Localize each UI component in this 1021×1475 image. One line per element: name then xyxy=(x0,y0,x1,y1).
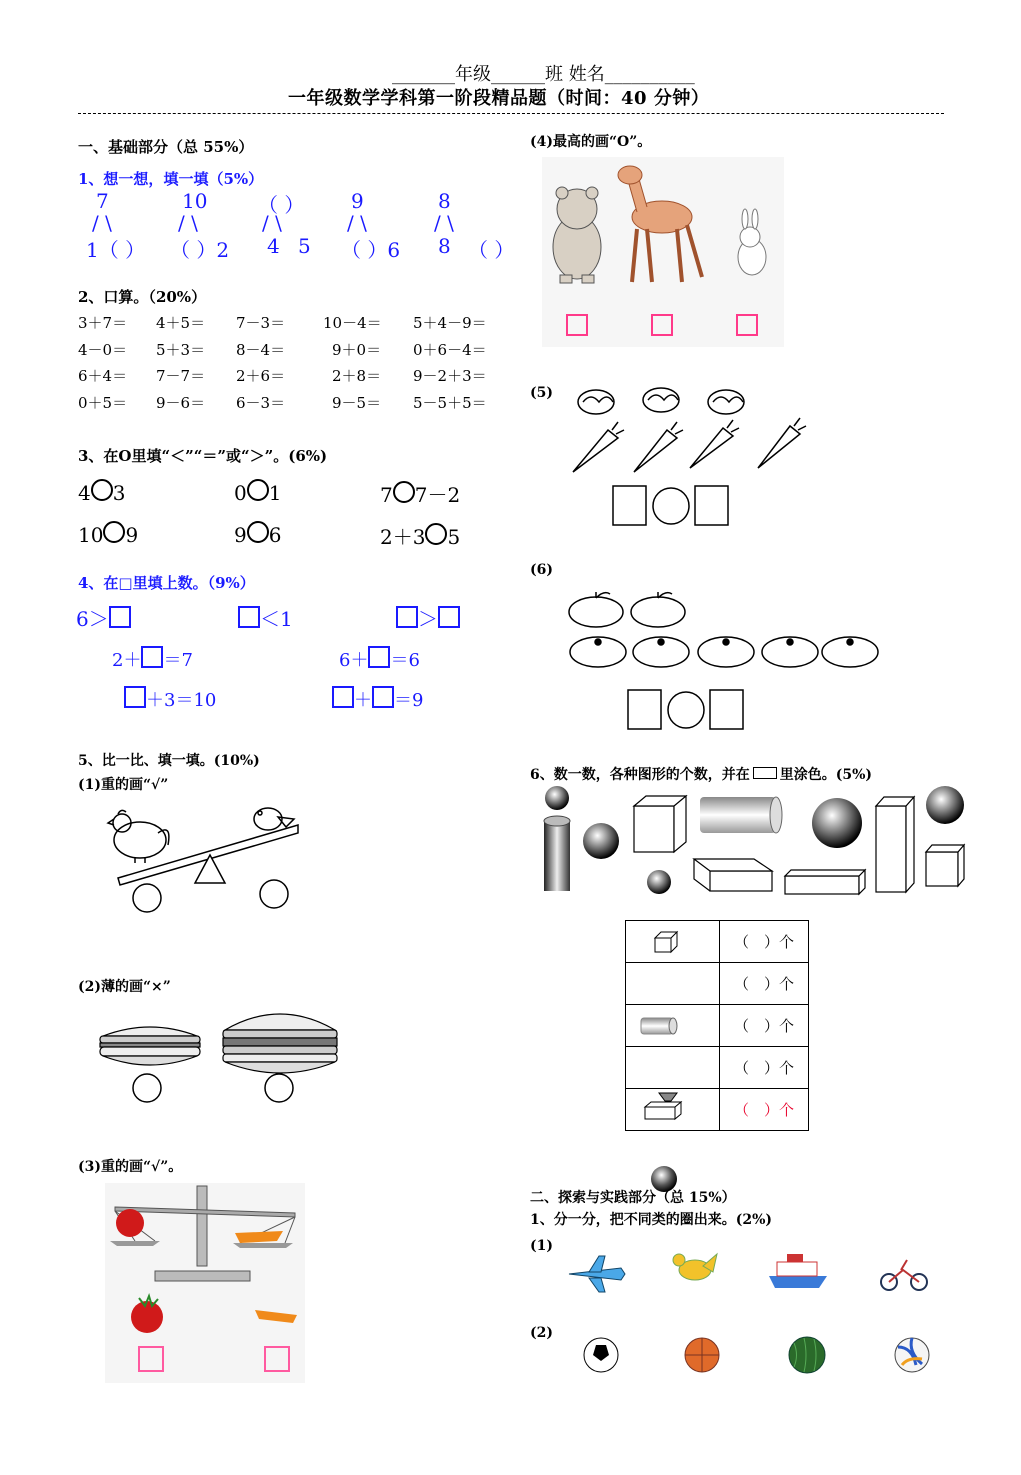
answer-box xyxy=(628,690,661,729)
part2-heading: 二、探索与实践部分（总 15%） xyxy=(530,1190,736,1206)
q5-sub2: (2)薄的画“×” xyxy=(78,979,171,995)
count-cell[interactable]: （ ）个 xyxy=(720,1047,809,1089)
thin-burger-icon xyxy=(100,1027,200,1065)
seesaw-illustration xyxy=(100,795,320,920)
fill-item[interactable]: 6＋ ＝6 xyxy=(339,646,420,672)
fill-item[interactable]: ＋ ＝9 xyxy=(332,686,423,712)
tree-right[interactable]: （ ） xyxy=(468,238,515,262)
basketball-icon xyxy=(685,1338,719,1372)
solids-illustration xyxy=(535,783,970,898)
motorcycle-icon xyxy=(881,1260,927,1290)
q2-title: 2、口算。（20%） xyxy=(78,288,207,306)
tree-branch: / \ xyxy=(178,211,198,235)
cube-icon xyxy=(926,845,964,886)
orange-icon xyxy=(633,637,689,667)
balls-row xyxy=(582,1335,932,1375)
answer-circle xyxy=(425,523,447,545)
calc-item[interactable]: 5＋4－9＝ xyxy=(413,314,487,332)
compare-item[interactable]: 4 3 xyxy=(78,481,126,505)
watermelon-icon xyxy=(789,1337,825,1373)
fill-item[interactable]: ＋3＝10 xyxy=(124,686,216,712)
calc-item[interactable]: 6＋4＝ xyxy=(78,367,128,385)
part2-row1-label: (1) xyxy=(530,1238,553,1254)
page-title: 一年级数学学科第一阶段精品题（时间：40 分钟） xyxy=(288,88,710,109)
volleyball-icon xyxy=(895,1338,929,1372)
count-cell[interactable]: （ ）个 xyxy=(720,1005,809,1047)
answer-row[interactable] xyxy=(612,485,730,527)
answer-box xyxy=(109,606,131,628)
cube-icon xyxy=(634,796,686,852)
calc-item[interactable]: 4＋5＝ xyxy=(156,314,206,332)
cuboid-icon xyxy=(626,1089,720,1131)
tree-branch: / \ xyxy=(347,211,367,235)
balance-scale-illustration xyxy=(105,1183,305,1383)
apple-icon xyxy=(569,592,623,627)
apple-icon xyxy=(631,592,685,627)
tree-bottom[interactable]: （ ）6 xyxy=(341,238,401,262)
fill-item[interactable]: ＜1 xyxy=(238,603,293,632)
answer-circle xyxy=(653,488,689,524)
cuboid-icon xyxy=(785,870,865,894)
bear-icon xyxy=(553,187,601,283)
carrot-icon xyxy=(634,422,683,472)
compare-item[interactable]: 9 6 xyxy=(234,523,282,547)
cube-icon xyxy=(626,921,720,963)
answer-circle xyxy=(133,884,161,912)
tree-bottom[interactable]: （ ）2 xyxy=(170,238,230,262)
student-info-line: _______年级______班 姓名__________ xyxy=(392,64,695,85)
sphere-icon xyxy=(583,823,619,859)
orange-icon xyxy=(570,637,626,667)
compare-item[interactable]: 7 7－2 xyxy=(380,483,461,507)
bird-icon xyxy=(673,1254,717,1280)
q3-title: 3、在O里填“＜”“＝”或“＞”。(6%) xyxy=(78,447,328,465)
part2-row2-label: (2) xyxy=(530,1325,553,1341)
compare-item[interactable]: 2＋3 5 xyxy=(380,525,461,549)
part2-q1-title: 1、分一分，把不同类的圈出来。(2%) xyxy=(530,1212,773,1228)
cuboid-icon xyxy=(694,859,772,891)
q5-sub5: (5) xyxy=(530,385,553,401)
tree-top[interactable]: （ ） xyxy=(258,193,305,217)
hen-icon xyxy=(108,810,169,863)
radish-icon xyxy=(116,1209,144,1237)
answer-circle xyxy=(133,1074,161,1102)
header-divider xyxy=(78,113,944,114)
compare-item[interactable]: 0 1 xyxy=(234,481,282,505)
answer-circle xyxy=(393,481,415,503)
answer-box xyxy=(396,606,418,628)
q5-title: 5、比一比、填一填。(10%) xyxy=(78,753,260,769)
sphere-icon xyxy=(812,798,862,848)
answer-box xyxy=(141,646,163,668)
tree-left: 4 xyxy=(267,234,280,258)
cabbage-icon xyxy=(708,390,744,414)
tree-branch: / \ xyxy=(262,211,282,235)
tree-top: 9 xyxy=(351,189,364,213)
cabbage-icon xyxy=(578,390,614,414)
calc-item[interactable]: 9－6＝ xyxy=(156,394,206,412)
tree-right: 5 xyxy=(298,234,311,258)
q1-title: 1、想一想，填一填（5%） xyxy=(78,170,264,188)
answer-circle xyxy=(668,692,704,728)
q5-sub6: (6) xyxy=(530,562,553,578)
answer-circle xyxy=(260,880,288,908)
tree-bottom[interactable]: 1（ ） xyxy=(86,238,146,262)
sphere-icon xyxy=(647,870,671,894)
calc-item[interactable]: 4－0＝ xyxy=(78,341,128,359)
answer-box xyxy=(613,486,646,525)
bird-icon xyxy=(254,808,294,830)
tree-top: 8 xyxy=(438,189,451,213)
calc-item[interactable]: 2＋6＝ xyxy=(236,367,286,385)
answer-box xyxy=(372,686,394,708)
vehicles-row xyxy=(565,1248,935,1296)
calc-item[interactable]: 9－2＋3＝ xyxy=(413,367,487,385)
answer-circle xyxy=(91,479,113,501)
soccer-ball-icon xyxy=(584,1338,618,1372)
answer-box xyxy=(710,690,743,729)
compare-item[interactable]: 10 9 xyxy=(78,523,139,547)
calc-item[interactable]: 3＋7＝ xyxy=(78,314,128,332)
color-box-icon xyxy=(753,767,777,779)
tree-branch: / \ xyxy=(92,211,112,235)
ship-icon xyxy=(769,1254,827,1288)
q6-title: 6、数一数，各种图形的个数，并在 里涂色。(5%) xyxy=(530,767,873,783)
fruit-illustration xyxy=(566,590,881,670)
carrot-icon xyxy=(573,422,624,472)
calc-item[interactable]: 2＋8＝ xyxy=(332,367,382,385)
radish-icon xyxy=(131,1301,163,1333)
calc-item[interactable]: 9－5＝ xyxy=(332,394,382,412)
answer-box xyxy=(695,486,728,525)
tallest-illustration xyxy=(542,157,784,347)
answer-box xyxy=(238,606,260,628)
calc-item[interactable]: 6－3＝ xyxy=(236,394,286,412)
q5-sub3: (3)重的画“√”。 xyxy=(78,1159,183,1175)
q4-title: 4、在□里填上数。（9%） xyxy=(78,574,255,592)
answer-circle xyxy=(247,479,269,501)
answer-box xyxy=(438,606,460,628)
calc-item[interactable]: 5－5＋5＝ xyxy=(413,394,487,412)
tree-left: 8 xyxy=(438,234,451,258)
calc-item[interactable]: 7－7＝ xyxy=(156,367,206,385)
cylinder-icon xyxy=(626,1005,720,1047)
q5-sub1: (1)重的画“√” xyxy=(78,777,169,793)
fill-item[interactable]: ＞ xyxy=(396,603,460,632)
orange-icon xyxy=(822,637,878,667)
tree-branch: / \ xyxy=(434,211,454,235)
orange-icon xyxy=(762,637,818,667)
orange-icon xyxy=(698,637,754,667)
cabbage-icon xyxy=(643,388,679,412)
answer-circle xyxy=(265,1074,293,1102)
answer-circle xyxy=(247,521,269,543)
calc-item[interactable]: 0＋5＝ xyxy=(78,394,128,412)
tree-top: 7 xyxy=(96,189,109,213)
sphere-icon xyxy=(926,786,964,824)
fill-item[interactable]: 2＋ ＝7 xyxy=(112,646,193,672)
empty-shape-cell xyxy=(626,963,720,1005)
sphere-icon xyxy=(545,786,569,810)
carrot-icon xyxy=(758,418,806,468)
count-cell[interactable]: （ ）个 xyxy=(720,1089,809,1131)
calc-item[interactable]: 0＋6－4＝ xyxy=(413,341,487,359)
answer-row[interactable] xyxy=(627,689,745,731)
answer-box xyxy=(124,686,146,708)
answer-box xyxy=(368,646,390,668)
cylinder-icon xyxy=(544,816,570,891)
answer-box xyxy=(332,686,354,708)
calc-item[interactable]: 7－3＝ xyxy=(236,314,286,332)
shape-count-table xyxy=(625,920,809,1131)
calc-item[interactable]: 8－4＝ xyxy=(236,341,286,359)
calc-item[interactable]: 5＋3＝ xyxy=(156,341,206,359)
count-cell[interactable]: （ ）个 xyxy=(720,921,809,963)
answer-circle xyxy=(103,521,125,543)
calc-item[interactable]: 9＋0＝ xyxy=(332,341,382,359)
q5-sub4: (4)最高的画“O”。 xyxy=(530,134,652,150)
cylinder-icon xyxy=(700,797,782,833)
tree-top: 10 xyxy=(182,189,208,213)
fill-item[interactable]: 6＞ xyxy=(76,603,131,632)
part1-heading: 一、基础部分（总 55%） xyxy=(78,138,254,156)
calc-item[interactable]: 10－4＝ xyxy=(323,314,382,332)
thick-burger-icon xyxy=(223,1014,337,1073)
burgers-illustration xyxy=(95,1008,345,1108)
empty-shape-cell xyxy=(626,1047,720,1089)
airplane-icon xyxy=(569,1256,625,1292)
count-cell[interactable]: （ ）个 xyxy=(720,963,809,1005)
veg-illustration xyxy=(568,382,813,477)
cuboid-icon xyxy=(876,797,914,892)
carrot-icon xyxy=(690,420,739,468)
